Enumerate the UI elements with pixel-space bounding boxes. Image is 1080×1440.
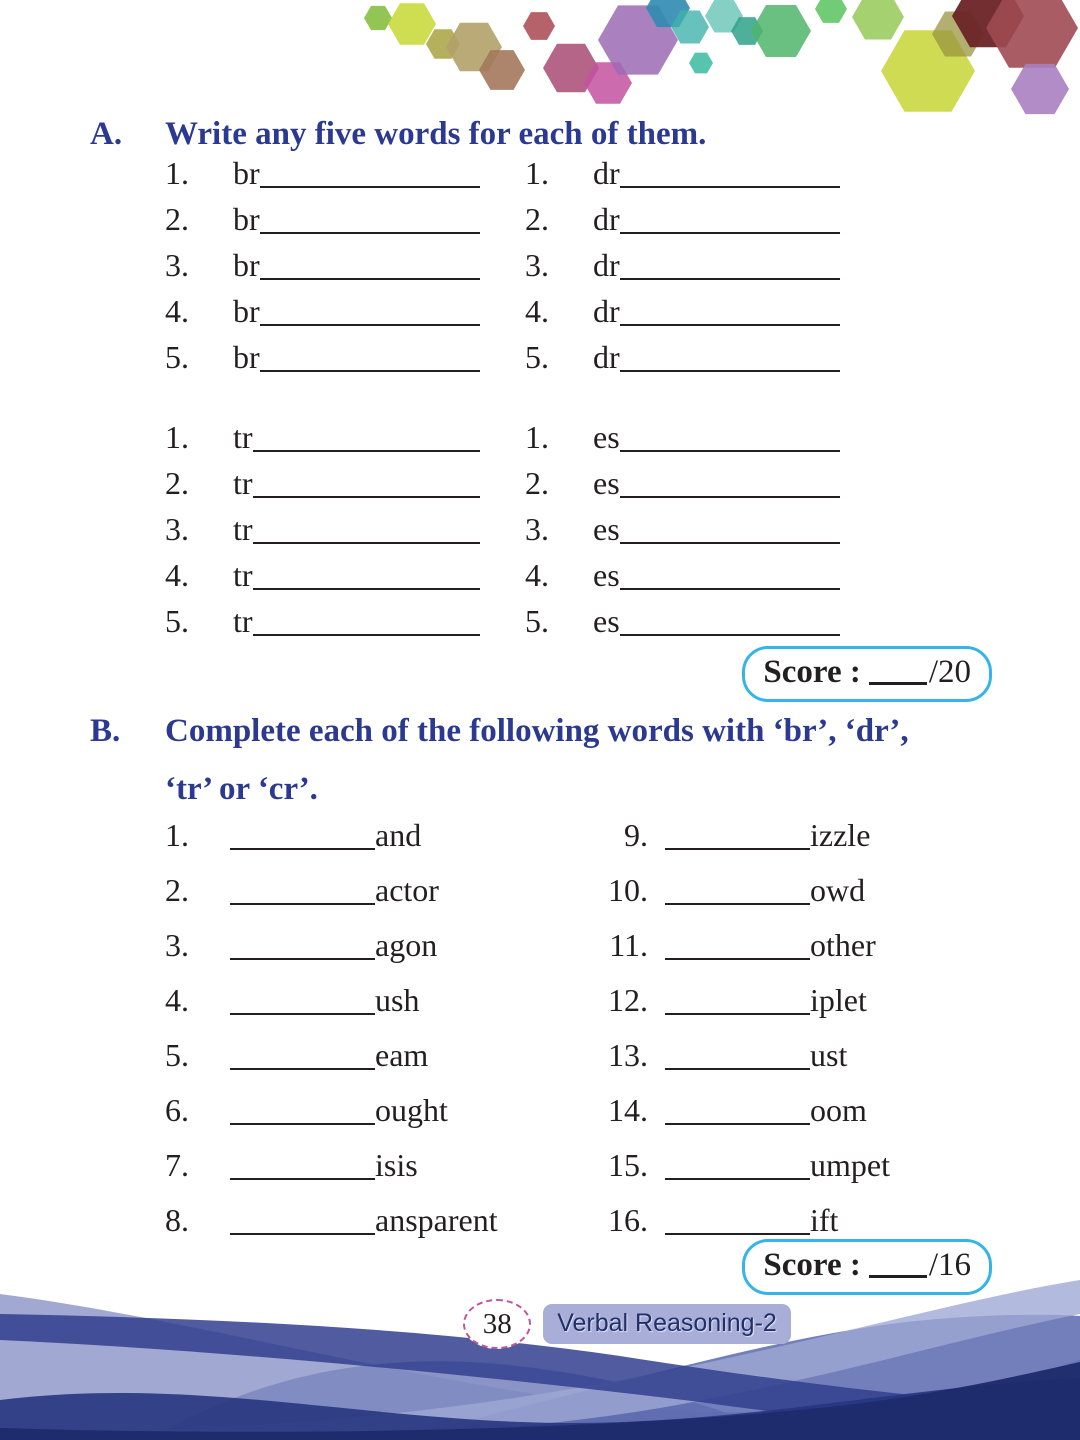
word-prefix: tr — [233, 557, 253, 593]
word-item — [525, 420, 840, 454]
answer-blank — [620, 588, 840, 591]
answer-blank — [260, 232, 480, 235]
answer-blank — [620, 278, 840, 281]
item-number: 3. — [525, 247, 549, 283]
answer-blank — [253, 450, 480, 453]
page-footer — [176, 1299, 1078, 1349]
word-suffix: oom — [810, 1092, 867, 1128]
answer-blank — [253, 496, 480, 499]
answer-blank — [260, 370, 480, 373]
item-number: 15. — [608, 1147, 648, 1183]
page-number-badge — [463, 1299, 531, 1349]
word-item — [165, 1093, 597, 1127]
word-item — [597, 1038, 992, 1072]
section-b-title-line2: ‘tr’ or ‘cr’. — [165, 771, 318, 807]
item-number: 16. — [608, 1202, 648, 1238]
item-number: 11. — [609, 927, 648, 963]
word-item — [165, 558, 480, 592]
answer-blank — [665, 1233, 810, 1236]
word-list-row — [165, 340, 992, 374]
word-prefix: tr — [233, 603, 253, 639]
score-row-b — [90, 1239, 992, 1295]
word-item — [525, 202, 840, 236]
word-prefix: es — [593, 603, 620, 639]
item-number: 2. — [165, 201, 189, 237]
word-item — [165, 1148, 597, 1182]
word-item — [165, 928, 597, 962]
answer-blank — [253, 542, 480, 545]
section-b-list — [90, 818, 992, 1237]
word-list-group — [165, 156, 992, 374]
section-b-title — [165, 702, 909, 818]
item-number: 4. — [165, 982, 189, 1018]
word-item — [165, 983, 597, 1017]
item-number: 5. — [165, 1037, 189, 1073]
section-a-label: A. — [90, 116, 123, 152]
answer-blank — [230, 1123, 375, 1126]
word-list-row — [165, 466, 992, 500]
item-number: 1. — [525, 419, 549, 455]
word-item — [165, 873, 597, 907]
word-list-row — [165, 558, 992, 592]
word-item — [525, 512, 840, 546]
word-item — [165, 294, 480, 328]
answer-blank — [230, 958, 375, 961]
item-number: 1. — [165, 817, 189, 853]
word-prefix: tr — [233, 419, 253, 455]
section-a-title: Write any five words for each of them. — [165, 116, 707, 152]
word-item — [525, 340, 840, 374]
word-suffix: agon — [375, 927, 438, 963]
answer-blank — [665, 848, 810, 851]
item-number: 9. — [624, 817, 648, 853]
section-b-title-line1: Complete each of the following words with ‘br’, ‘dr’, — [165, 713, 909, 749]
section-b-heading — [90, 702, 992, 818]
answer-blank — [260, 278, 480, 281]
answer-blank — [620, 450, 840, 453]
item-number: 3. — [165, 927, 189, 963]
word-item — [597, 818, 992, 852]
word-suffix: ift — [810, 1202, 839, 1238]
word-item — [597, 873, 992, 907]
item-number: 2. — [165, 465, 189, 501]
word-item — [165, 1038, 597, 1072]
word-item — [165, 512, 480, 546]
word-suffix: iplet — [810, 982, 867, 1018]
word-item — [165, 420, 480, 454]
word-prefix: es — [593, 557, 620, 593]
word-item — [597, 983, 992, 1017]
word-item — [165, 340, 480, 374]
word-prefix: br — [233, 247, 260, 283]
score-box-b — [742, 1239, 992, 1295]
answer-blank — [665, 1178, 810, 1181]
item-number: 4. — [525, 557, 549, 593]
word-suffix: izzle — [810, 817, 871, 853]
word-list-row — [165, 873, 992, 907]
answer-blank — [665, 903, 810, 906]
score-row-a — [90, 646, 992, 702]
answer-blank — [620, 324, 840, 327]
page-number: 38 — [482, 1307, 512, 1340]
item-number: 1. — [165, 419, 189, 455]
word-suffix: ust — [810, 1037, 848, 1073]
word-suffix: actor — [375, 872, 439, 908]
word-prefix: tr — [233, 465, 253, 501]
item-number: 7. — [165, 1147, 189, 1183]
word-list-row — [165, 1038, 992, 1072]
answer-blank — [260, 186, 480, 189]
score-label: Score : — [763, 1247, 861, 1283]
word-suffix: ought — [375, 1092, 448, 1128]
answer-blank — [665, 958, 810, 961]
section-b-label: B. — [90, 713, 121, 749]
word-prefix: dr — [593, 247, 620, 283]
answer-blank — [260, 324, 480, 327]
word-list-row — [165, 420, 992, 454]
item-number: 8. — [165, 1202, 189, 1238]
word-item — [165, 1203, 597, 1237]
word-list-row — [165, 1093, 992, 1127]
book-title-badge — [543, 1304, 791, 1344]
score-blank — [869, 682, 927, 685]
word-item — [165, 604, 480, 638]
answer-blank — [230, 1068, 375, 1071]
item-number: 14. — [608, 1092, 648, 1128]
item-number: 2. — [525, 465, 549, 501]
score-box-a — [742, 646, 992, 702]
item-number: 1. — [165, 155, 189, 191]
word-prefix: dr — [593, 155, 620, 191]
answer-blank — [230, 1013, 375, 1016]
item-number: 5. — [165, 339, 189, 375]
word-item — [165, 202, 480, 236]
word-item — [165, 466, 480, 500]
item-number: 4. — [525, 293, 549, 329]
score-total: /16 — [928, 1247, 971, 1283]
section-a-heading — [90, 112, 992, 156]
word-list-row — [165, 156, 992, 190]
word-list-row — [165, 1148, 992, 1182]
word-item — [525, 466, 840, 500]
word-item — [597, 928, 992, 962]
book-title: Verbal Reasoning-2 — [557, 1309, 777, 1337]
word-item — [165, 818, 597, 852]
word-list-row — [165, 604, 992, 638]
item-number: 13. — [608, 1037, 648, 1073]
word-item — [525, 248, 840, 282]
item-number: 6. — [165, 1092, 189, 1128]
word-item — [525, 294, 840, 328]
item-number: 5. — [525, 339, 549, 375]
word-prefix: br — [233, 201, 260, 237]
word-list-row — [165, 294, 992, 328]
word-item — [597, 1093, 992, 1127]
answer-blank — [230, 1178, 375, 1181]
item-number: 4. — [165, 557, 189, 593]
word-list-row — [165, 512, 992, 546]
word-prefix: es — [593, 511, 620, 547]
word-prefix: es — [593, 419, 620, 455]
item-number: 4. — [165, 293, 189, 329]
answer-blank — [620, 370, 840, 373]
answer-blank — [665, 1013, 810, 1016]
word-list-row — [165, 818, 992, 852]
word-prefix: dr — [593, 201, 620, 237]
word-suffix: ansparent — [375, 1202, 498, 1238]
word-list-row — [165, 248, 992, 282]
word-list-row — [165, 1203, 992, 1237]
item-number: 3. — [165, 511, 189, 547]
item-number: 12. — [608, 982, 648, 1018]
answer-blank — [253, 588, 480, 591]
item-number: 5. — [165, 603, 189, 639]
word-item — [525, 558, 840, 592]
word-list-row — [165, 928, 992, 962]
word-list-row — [165, 202, 992, 236]
word-item — [525, 604, 840, 638]
word-list-row — [165, 983, 992, 1017]
answer-blank — [620, 186, 840, 189]
word-item — [165, 156, 480, 190]
item-number: 10. — [608, 872, 648, 908]
word-suffix: and — [375, 817, 422, 853]
word-prefix: es — [593, 465, 620, 501]
word-suffix: umpet — [810, 1147, 890, 1183]
word-item — [597, 1148, 992, 1182]
word-suffix: eam — [375, 1037, 429, 1073]
answer-blank — [230, 903, 375, 906]
word-list-group — [165, 420, 992, 638]
word-prefix: tr — [233, 511, 253, 547]
answer-blank — [253, 634, 480, 637]
answer-blank — [620, 542, 840, 545]
score-label: Score : — [763, 654, 861, 690]
score-total: /20 — [928, 654, 971, 690]
item-number: 2. — [525, 201, 549, 237]
item-number: 2. — [165, 872, 189, 908]
score-blank — [869, 1275, 927, 1278]
answer-blank — [620, 634, 840, 637]
section-a-lists — [90, 156, 992, 638]
word-prefix: br — [233, 155, 260, 191]
word-item — [525, 156, 840, 190]
answer-blank — [665, 1068, 810, 1071]
item-number: 3. — [165, 247, 189, 283]
answer-blank — [230, 1233, 375, 1236]
word-prefix: dr — [593, 293, 620, 329]
word-prefix: dr — [593, 339, 620, 375]
item-number: 5. — [525, 603, 549, 639]
item-number: 3. — [525, 511, 549, 547]
answer-blank — [665, 1123, 810, 1126]
answer-blank — [230, 848, 375, 851]
word-suffix: isis — [375, 1147, 418, 1183]
word-prefix: br — [233, 293, 260, 329]
word-prefix: br — [233, 339, 260, 375]
answer-blank — [620, 232, 840, 235]
word-item — [165, 248, 480, 282]
word-item — [597, 1203, 992, 1237]
word-suffix: ush — [375, 982, 420, 1018]
item-number: 1. — [525, 155, 549, 191]
answer-blank — [620, 496, 840, 499]
word-suffix: owd — [810, 872, 866, 908]
word-suffix: other — [810, 927, 876, 963]
